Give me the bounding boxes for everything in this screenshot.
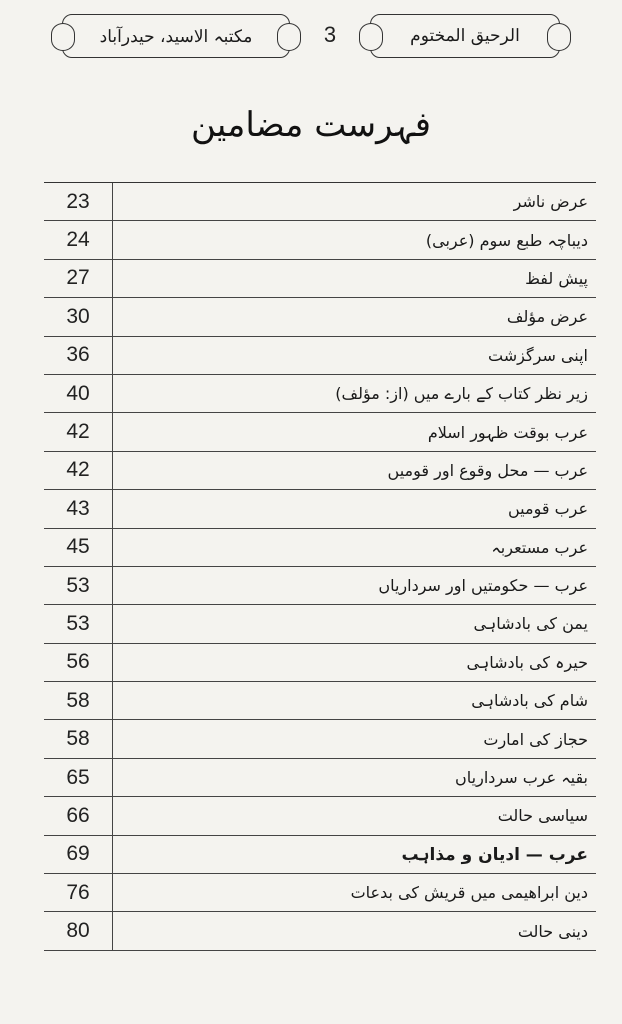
toc-row [44, 720, 596, 758]
toc-row [44, 183, 596, 221]
publisher-name: مکتبہ الاسید، حیدرآباد [99, 26, 253, 47]
book-title-frame [370, 14, 560, 58]
toc-page-number: 42 [44, 452, 113, 489]
toc-entry-label: یمن کی بادشاہی [473, 614, 588, 634]
toc-page-number: 30 [44, 298, 113, 335]
toc-entry-label: زیر نظر کتاب کے بارے میں (از: مؤلف) [335, 384, 588, 404]
toc-entry-label: دین ابراھیمی میں قریش کی بدعات [350, 883, 588, 903]
toc-entry-label: حجاز کی امارت [483, 729, 588, 749]
toc-entry-label: سیاسی حالت [497, 806, 588, 826]
toc-row [44, 912, 596, 950]
toc-entry-label: عرب — محل وقوع اور قومیں [387, 460, 588, 480]
toc-page-number: 45 [44, 529, 113, 566]
book-title: الرحیق المختوم [410, 26, 520, 46]
toc-entry-label: عرب قومیں [507, 499, 588, 519]
toc-page-number: 80 [44, 912, 113, 949]
toc-row [44, 644, 596, 682]
toc-page-number: 56 [44, 644, 113, 681]
toc-row [44, 337, 596, 375]
toc-entry-label: عرض ناشر [513, 192, 588, 212]
page-number: 3 [323, 22, 337, 47]
toc-page-number: 42 [44, 413, 113, 450]
toc-row [44, 836, 596, 874]
toc-page-number: 58 [44, 682, 113, 719]
toc-row [44, 874, 596, 912]
toc-entry-label: عرب — ادیان و مذاہب [401, 844, 588, 865]
publisher-frame [62, 14, 290, 58]
contents-title: فہرست مضامین [190, 105, 432, 145]
toc-row [44, 759, 596, 797]
toc-row [44, 221, 596, 259]
toc-entry-label: عرب مستعربہ [491, 537, 588, 557]
toc-page-number: 69 [44, 836, 113, 873]
table-of-contents [44, 182, 596, 951]
toc-entry-label: عرب بوقت ظہور اسلام [427, 422, 588, 442]
toc-row [44, 375, 596, 413]
toc-page-number: 36 [44, 337, 113, 374]
toc-page-number: 53 [44, 567, 113, 604]
toc-row [44, 298, 596, 336]
toc-row [44, 490, 596, 528]
toc-row [44, 452, 596, 490]
running-header [0, 14, 622, 62]
toc-entry-label: دینی حالت [517, 921, 588, 941]
toc-page-number: 76 [44, 874, 113, 911]
toc-entry-label: اپنی سرگزشت [488, 345, 588, 365]
toc-page-number: 53 [44, 605, 113, 642]
toc-page-number: 24 [44, 221, 113, 258]
toc-entry-label: حیرہ کی بادشاہی [466, 652, 588, 672]
toc-page-number: 23 [44, 183, 113, 220]
toc-entry-label: عرض مؤلف [506, 307, 588, 327]
toc-row [44, 682, 596, 720]
toc-entry-label: بقیہ عرب سرداریاں [455, 768, 588, 788]
toc-page-number: 66 [44, 797, 113, 834]
toc-entry-label: عرب — حکومتیں اور سرداریاں [378, 576, 588, 596]
toc-page-number: 43 [44, 490, 113, 527]
toc-row [44, 567, 596, 605]
toc-entry-label: شام کی بادشاہی [471, 691, 588, 711]
toc-page-number: 40 [44, 375, 113, 412]
toc-entry-label: دیباچہ طبع سوم (عربی) [425, 230, 588, 250]
toc-row [44, 529, 596, 567]
toc-row [44, 413, 596, 451]
toc-page-number: 27 [44, 260, 113, 297]
toc-page-number: 58 [44, 720, 113, 757]
toc-row [44, 605, 596, 643]
toc-row [44, 260, 596, 298]
toc-page-number: 65 [44, 759, 113, 796]
toc-row [44, 797, 596, 835]
toc-entry-label: پیش لفظ [525, 268, 588, 288]
